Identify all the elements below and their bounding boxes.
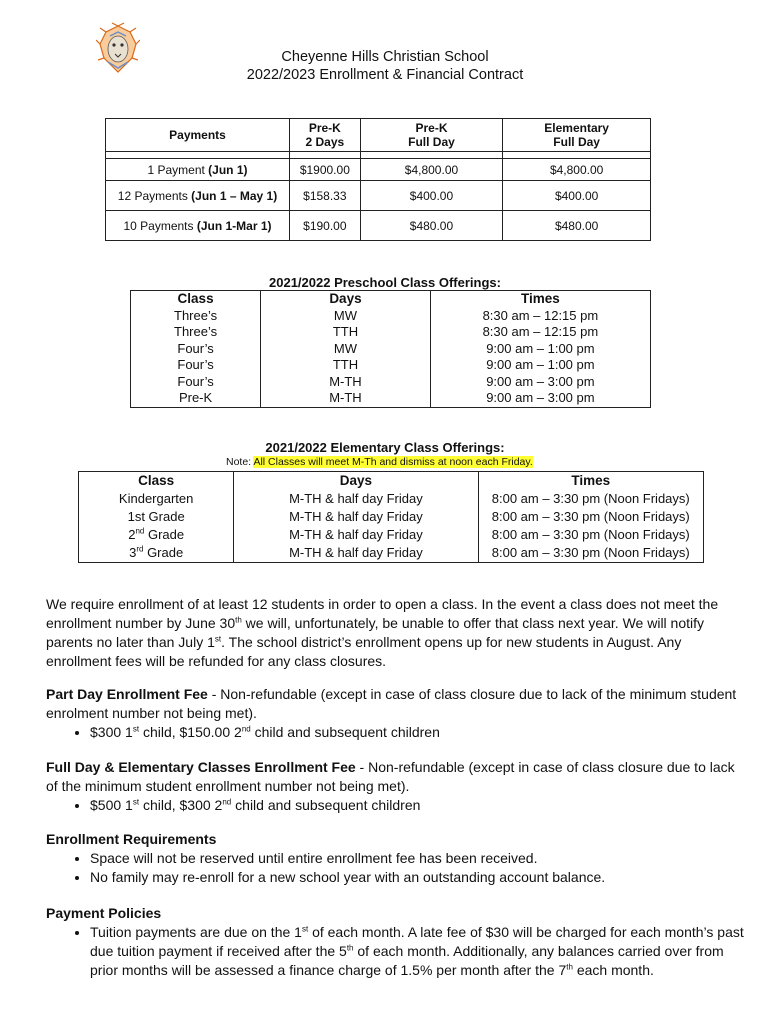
partday-title: Part Day Enrollment Fee (46, 686, 208, 702)
elementary-note: Note: All Classes will meet M-Th and dismiss at noon each Friday. (226, 456, 533, 468)
requirements-section (46, 830, 746, 887)
table-row: 10 Payments (Jun 1-Mar 1) $190.00 $480.00 $480.00 (106, 211, 651, 241)
table-row: Four’s M-TH 9:00 am – 3:00 pm (131, 374, 651, 391)
requirements-title: Enrollment Requirements (46, 831, 217, 847)
table-row: 1st Grade M-TH & half day Friday 8:00 am – 3:30 pm (Noon Fridays) (79, 508, 704, 526)
payments-table (105, 118, 651, 241)
table-row: 3rd Grade M-TH & half day Friday 8:00 am – 3:30 pm (Noon Fridays) (79, 544, 704, 563)
list-item: • No family may re-enroll for a new school year with an outstanding account balance. (90, 868, 746, 887)
table-row: 2nd Grade M-TH & half day Friday 8:00 am – 3:30 pm (Noon Fridays) (79, 526, 704, 544)
payments-header-cell: Payments (106, 119, 290, 152)
elementary-header-row: Class Days Times (79, 472, 704, 491)
list-item: • Space will not be reserved until entire enrollment fee has been received. (90, 849, 746, 868)
preschool-header-row: Class Days Times (131, 291, 651, 308)
payments-spacer-row (106, 152, 651, 159)
payments-table-header (106, 119, 651, 152)
list-item: • $500 1st child, $300 2nd child and subsequent children (90, 796, 746, 815)
table-row: 1 Payment (Jun 1) $1900.00 $4,800.00 $4,800.00 (106, 159, 651, 181)
table-row: Three’s TTH 8:30 am – 12:15 pm (131, 324, 651, 341)
payments-header-cell: Pre-K 2 Days (290, 119, 361, 152)
fullday-title: Full Day & Elementary Classes Enrollment Fee (46, 759, 356, 775)
preschool-table (130, 290, 651, 408)
note-highlight: All Classes will meet M-Th and dismiss at noon each Friday. (253, 456, 533, 468)
school-name: Cheyenne Hills Christian School (281, 49, 489, 65)
partday-section: Part Day Enrollment Fee - Non-refundable (except in case of class closure due to lack of the minimum student enrolment number not being met). • $300 1st child, $150.00 2nd child and subsequent children (46, 685, 746, 742)
elementary-table (78, 471, 704, 563)
table-row: Four’s TTH 9:00 am – 1:00 pm (131, 357, 651, 374)
payment-policies-title: Payment Policies (46, 905, 162, 921)
payments-header-cell: Elementary Full Day (503, 119, 651, 152)
payment-policies-section (46, 904, 746, 980)
list-item: • Tuition payments are due on the 1st of each month. A late fee of $30 will be charged for each month’s past due tuition payment if received after the 5th of each month. Additionally, any balances carried over from prior months will be assessed a finance charge of 1.5% per month after the 7th each month. (90, 923, 746, 980)
table-row: Three’s MW 8:30 am – 12:15 pm (131, 308, 651, 325)
list-item: • $300 1st child, $150.00 2nd child and subsequent children (90, 723, 746, 742)
payments-header-cell: Pre-K Full Day (360, 119, 503, 152)
table-row: Kindergarten M-TH & half day Friday 8:00 am – 3:30 pm (Noon Fridays) (79, 490, 704, 508)
table-row: Four’s MW 9:00 am – 1:00 pm (131, 341, 651, 358)
table-row: Pre-K M-TH 9:00 am – 3:00 pm (131, 390, 651, 407)
fullday-section: Full Day & Elementary Classes Enrollment Fee - Non-refundable (except in case of class closure due to lack of the minimum student enrollment number not being met). • $500 1st child, $300 2nd child and subsequent children (46, 758, 746, 815)
preschool-title: 2021/2022 Preschool Class Offerings: (269, 275, 501, 290)
table-row: 12 Payments (Jun 1 – May 1) $158.33 $400.00 $400.00 (106, 181, 651, 211)
document-header (0, 48, 770, 84)
contract-title: 2022/2023 Enrollment & Financial Contract (246, 67, 524, 83)
elementary-title: 2021/2022 Elementary Class Offerings: (265, 440, 505, 455)
intro-paragraph: We require enrollment of at least 12 students in order to open a class. In the event a class does not meet the enrollment number by June 30th we will, unfortunately, be unable to offer that class next year. We will notify parents no later than July 1st. The school district’s enrollment opens up for new students in August. Any enrollment fees will be refunded for any class closures. (46, 596, 719, 669)
